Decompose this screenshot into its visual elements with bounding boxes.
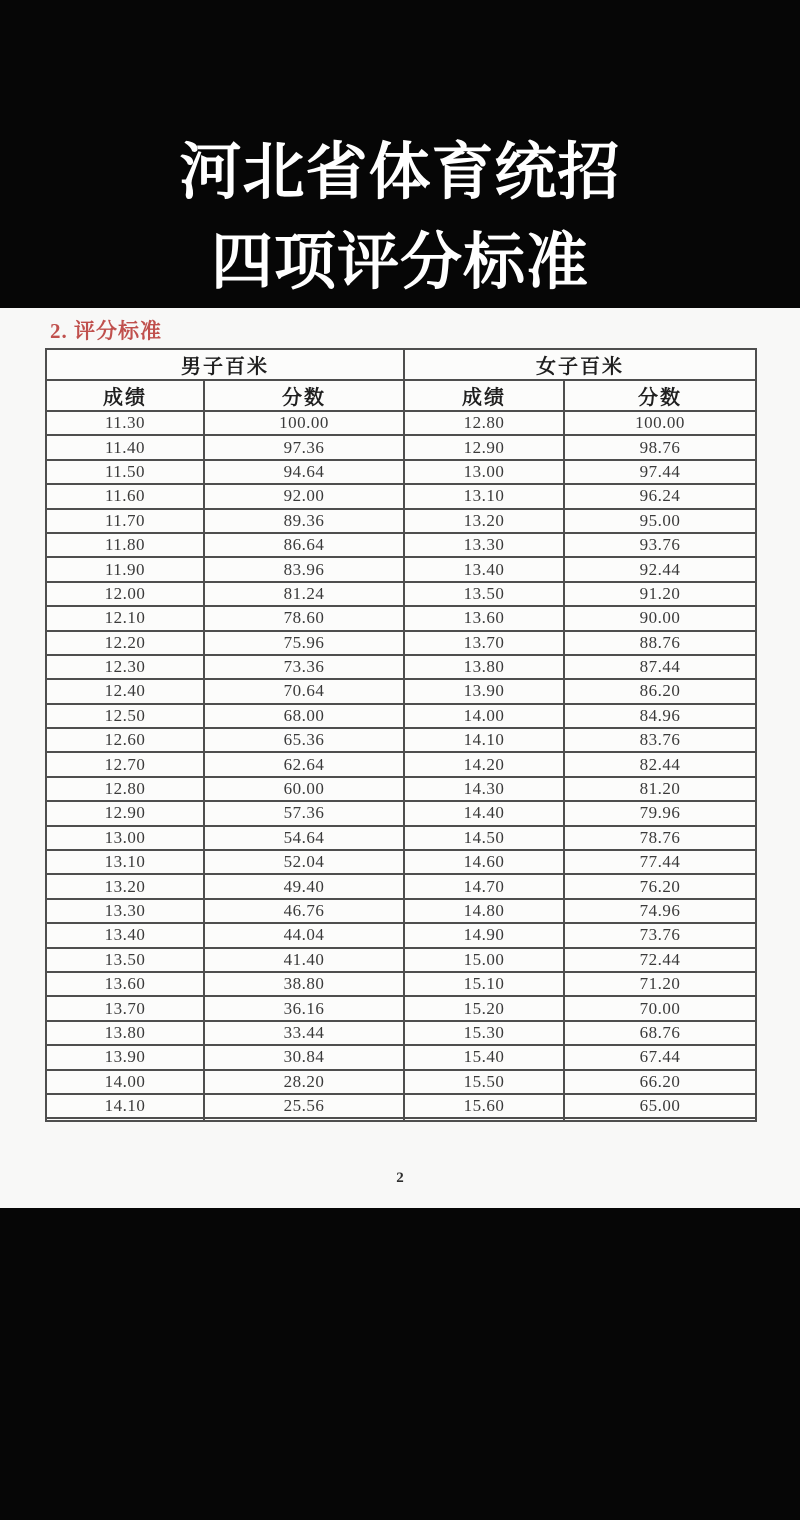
result-cell: 14.70 <box>404 874 564 898</box>
score-cell: 73.36 <box>204 655 404 679</box>
score-cell: 57.36 <box>204 801 404 825</box>
result-cell: 13.90 <box>404 679 564 703</box>
score-cell: 97.36 <box>204 435 404 459</box>
score-cell: 49.40 <box>204 874 404 898</box>
score-cell: 98.76 <box>564 435 756 459</box>
score-cell: 94.64 <box>204 460 404 484</box>
result-cell: 13.80 <box>46 1021 204 1045</box>
score-cell: 65.36 <box>204 728 404 752</box>
score-cell: 91.20 <box>564 582 756 606</box>
table-row <box>46 1045 756 1069</box>
result-cell: 13.90 <box>46 1045 204 1069</box>
result-cell: 14.50 <box>404 826 564 850</box>
score-cell: 87.44 <box>564 655 756 679</box>
result-cell: 12.80 <box>404 411 564 435</box>
result-cell: 12.40 <box>46 679 204 703</box>
result-cell: 13.40 <box>46 923 204 947</box>
table-row <box>46 923 756 947</box>
table-row <box>46 557 756 581</box>
score-cell: 68.00 <box>204 704 404 728</box>
score-cell: 70.64 <box>204 679 404 703</box>
result-cell: 14.60 <box>404 850 564 874</box>
score-cell: 73.76 <box>564 923 756 947</box>
title-band <box>0 0 800 308</box>
result-cell: 12.00 <box>46 582 204 606</box>
score-cell: 54.64 <box>204 826 404 850</box>
score-cell: 95.00 <box>564 509 756 533</box>
result-cell: 15.60 <box>404 1094 564 1118</box>
score-cell: 65.00 <box>564 1094 756 1118</box>
column-header-women-result: 成绩 <box>404 380 564 411</box>
result-cell: 13.30 <box>404 533 564 557</box>
score-cell: 81.20 <box>564 777 756 801</box>
result-cell: 11.40 <box>46 435 204 459</box>
result-cell: 15.20 <box>404 996 564 1020</box>
score-cell: 92.44 <box>564 557 756 581</box>
table-column-header-row <box>46 380 756 411</box>
score-cell: 68.76 <box>564 1021 756 1045</box>
score-table-body <box>46 411 756 1121</box>
scoring-table <box>45 348 757 1122</box>
score-cell: 72.44 <box>564 948 756 972</box>
result-cell: 11.30 <box>46 411 204 435</box>
result-cell: 11.70 <box>46 509 204 533</box>
score-cell: 76.20 <box>564 874 756 898</box>
table-row <box>46 655 756 679</box>
page-title-line-1: 河北省体育统招 <box>179 135 621 208</box>
result-cell: 12.90 <box>404 435 564 459</box>
score-cell: 83.76 <box>564 728 756 752</box>
score-cell: 89.36 <box>204 509 404 533</box>
result-cell: 12.90 <box>46 801 204 825</box>
column-header-men-score: 分数 <box>204 380 404 411</box>
result-cell: 14.00 <box>404 704 564 728</box>
score-cell: 75.96 <box>204 631 404 655</box>
score-cell: 93.76 <box>564 533 756 557</box>
score-cell: 90.00 <box>564 606 756 630</box>
table-row <box>46 631 756 655</box>
table-row <box>46 435 756 459</box>
score-cell: 74.96 <box>564 899 756 923</box>
table-row <box>46 728 756 752</box>
score-cell: 100.00 <box>564 411 756 435</box>
result-cell: 14.20 <box>404 752 564 776</box>
score-cell: 30.84 <box>204 1045 404 1069</box>
result-cell: 13.70 <box>46 996 204 1020</box>
score-cell: 97.44 <box>564 460 756 484</box>
group-header-men-100m: 男子百米 <box>46 349 404 380</box>
result-cell: 14.90 <box>404 923 564 947</box>
score-cell: 79.96 <box>564 801 756 825</box>
result-cell: 15.10 <box>404 972 564 996</box>
score-cell: 25.56 <box>204 1094 404 1118</box>
table-row <box>46 460 756 484</box>
table-row <box>46 533 756 557</box>
result-cell: 14.30 <box>404 777 564 801</box>
score-cell: 96.24 <box>564 484 756 508</box>
result-cell: 13.30 <box>46 899 204 923</box>
result-cell: 14.40 <box>404 801 564 825</box>
score-cell: 70.00 <box>564 996 756 1020</box>
score-cell: 33.44 <box>204 1021 404 1045</box>
result-cell: 11.80 <box>46 533 204 557</box>
result-cell: 13.00 <box>404 460 564 484</box>
table-row <box>46 582 756 606</box>
score-cell: 66.20 <box>564 1070 756 1094</box>
result-cell: 14.10 <box>46 1094 204 1118</box>
table-row <box>46 826 756 850</box>
score-cell: 46.76 <box>204 899 404 923</box>
result-cell: 13.60 <box>404 606 564 630</box>
table-row <box>46 948 756 972</box>
document-sheet <box>0 308 800 1208</box>
result-cell: 14.10 <box>404 728 564 752</box>
score-cell: 84.96 <box>564 704 756 728</box>
table-row <box>46 509 756 533</box>
result-cell: 13.00 <box>46 826 204 850</box>
table-row <box>46 484 756 508</box>
result-cell: 14.00 <box>46 1070 204 1094</box>
result-cell: 12.30 <box>46 655 204 679</box>
score-cell: 78.76 <box>564 826 756 850</box>
table-row <box>46 606 756 630</box>
bottom-band <box>0 1208 800 1520</box>
table-row <box>46 1094 756 1118</box>
table-row <box>46 1021 756 1045</box>
score-cell: 28.20 <box>204 1070 404 1094</box>
table-row <box>46 972 756 996</box>
result-cell: 15.30 <box>404 1021 564 1045</box>
score-cell: 67.44 <box>564 1045 756 1069</box>
score-cell: 41.40 <box>204 948 404 972</box>
page-number: 2 <box>396 1170 404 1186</box>
result-cell: 14.80 <box>404 899 564 923</box>
result-cell: 11.90 <box>46 557 204 581</box>
score-cell: 86.20 <box>564 679 756 703</box>
group-header-women-100m: 女子百米 <box>404 349 756 380</box>
result-cell: 11.50 <box>46 460 204 484</box>
result-cell: 13.10 <box>46 850 204 874</box>
result-cell: 13.70 <box>404 631 564 655</box>
result-cell: 12.70 <box>46 752 204 776</box>
result-cell: 13.50 <box>404 582 564 606</box>
result-cell: 13.80 <box>404 655 564 679</box>
result-cell: 12.80 <box>46 777 204 801</box>
result-cell: 13.60 <box>46 972 204 996</box>
score-cell: 86.64 <box>204 533 404 557</box>
score-cell: 38.80 <box>204 972 404 996</box>
table-row <box>46 801 756 825</box>
column-header-women-score: 分数 <box>564 380 756 411</box>
table-bottom-rule <box>46 1118 756 1121</box>
table-row <box>46 411 756 435</box>
result-cell: 12.50 <box>46 704 204 728</box>
score-cell: 92.00 <box>204 484 404 508</box>
result-cell: 13.10 <box>404 484 564 508</box>
result-cell: 13.20 <box>404 509 564 533</box>
score-cell: 71.20 <box>564 972 756 996</box>
result-cell: 13.20 <box>46 874 204 898</box>
section-heading: 2. 评分标准 <box>50 319 162 343</box>
table-row <box>46 996 756 1020</box>
table-row <box>46 850 756 874</box>
table-row <box>46 874 756 898</box>
table-row <box>46 899 756 923</box>
result-cell: 15.50 <box>404 1070 564 1094</box>
result-cell: 12.20 <box>46 631 204 655</box>
result-cell: 15.00 <box>404 948 564 972</box>
result-cell: 12.10 <box>46 606 204 630</box>
score-cell: 83.96 <box>204 557 404 581</box>
score-cell: 44.04 <box>204 923 404 947</box>
result-cell: 13.50 <box>46 948 204 972</box>
result-cell: 12.60 <box>46 728 204 752</box>
score-cell: 88.76 <box>564 631 756 655</box>
result-cell: 13.40 <box>404 557 564 581</box>
table-row <box>46 704 756 728</box>
result-cell: 15.40 <box>404 1045 564 1069</box>
table-row <box>46 777 756 801</box>
score-cell: 36.16 <box>204 996 404 1020</box>
table-row <box>46 679 756 703</box>
page-title-line-2: 四项评分标准 <box>210 225 589 298</box>
score-cell: 60.00 <box>204 777 404 801</box>
table-row <box>46 1070 756 1094</box>
score-cell: 62.64 <box>204 752 404 776</box>
result-cell: 11.60 <box>46 484 204 508</box>
score-cell: 81.24 <box>204 582 404 606</box>
score-cell: 77.44 <box>564 850 756 874</box>
score-cell: 100.00 <box>204 411 404 435</box>
score-cell: 52.04 <box>204 850 404 874</box>
column-header-men-result: 成绩 <box>46 380 204 411</box>
score-cell: 78.60 <box>204 606 404 630</box>
score-cell: 82.44 <box>564 752 756 776</box>
table-row <box>46 752 756 776</box>
table-group-header-row <box>46 349 756 380</box>
